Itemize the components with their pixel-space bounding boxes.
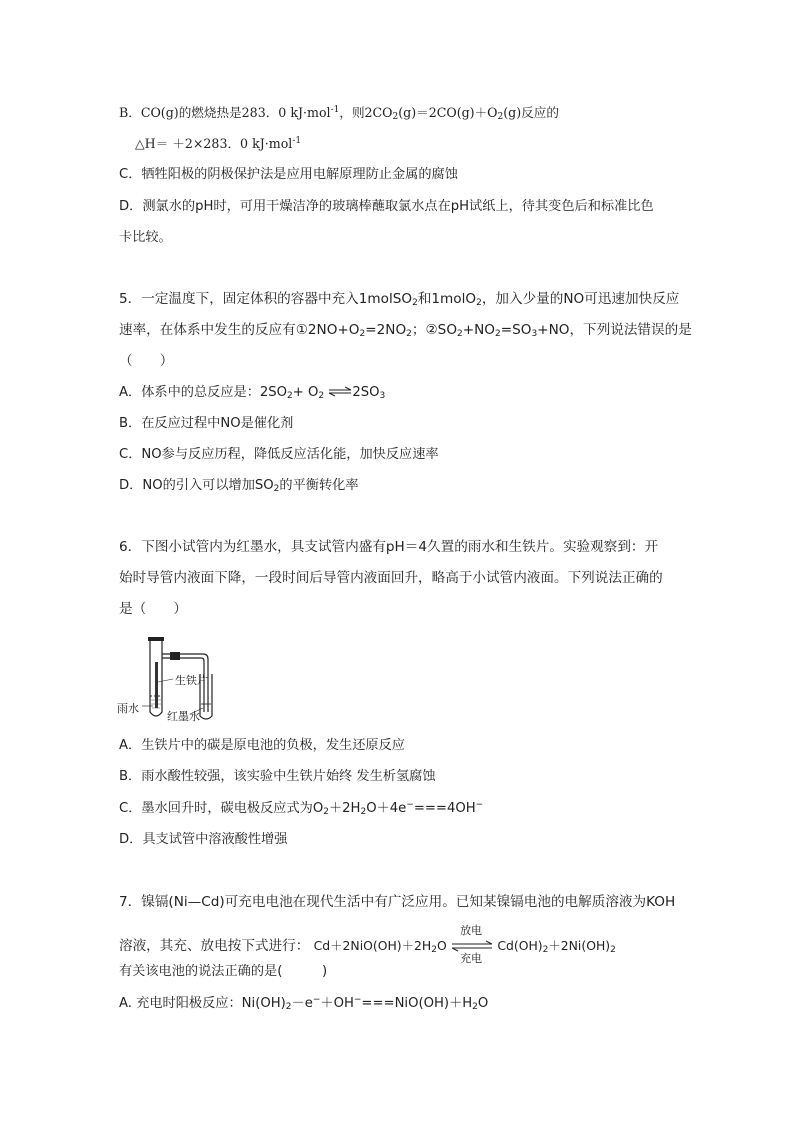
charge-label: 充电 — [460, 952, 483, 965]
q5-option-c: C．NO参与反应历程，降低反应活化能，加快反应速率 — [119, 447, 439, 462]
q6-option-c: C．墨水回升时，碳电极反应式为$O_2+2H_2O+4e^-===4OH^-$ — [119, 800, 484, 817]
rain-water-label: 雨水 — [117, 702, 139, 715]
option-d-ph-line2: 卡比较。 — [119, 230, 172, 245]
q7-stem-line2: 溶液，其充、放电按下式进行： $Cd+2NiO(OH)+2H_2O$ 放电 充电 $Cd(OH)_2+2Ni(OH)_2$ — [119, 937, 616, 955]
q5-option-d: D．NO的引入可以增加$SO_2$的平衡转化率 — [119, 478, 359, 494]
q7-stem-line1: 7．镍镉(Ni—Cd)可充电电池在现代生活中有广泛应用。已知某镍镉电池的电解质溶液为KOH — [119, 894, 676, 910]
q5-option-b: B．在反应过程中NO是催化剂 — [119, 416, 294, 431]
q6-stem-line1: 6．下图小试管内为红墨水，具支试管内盛有pH＝4久置的雨水和生铁片。实验观察到：开 — [119, 539, 659, 555]
red-ink-label: 红墨水 — [167, 710, 200, 723]
experiment-apparatus-figure — [115, 634, 225, 724]
q5-answer-bracket: （ ） — [119, 353, 174, 369]
discharge-label: 放电 — [460, 924, 483, 937]
option-d-ph-line1: D．测氯水的pH时，可用干燥洁净的玻璃棒蘸取氯水点在pH试纸上，待其变色后和标准比色 — [119, 199, 654, 214]
q7-option-a: A. 充电时阳极反应：$Ni(OH)_2-e^-+OH^-===NiO(OH)+H_2O$ — [119, 995, 489, 1012]
q6-option-b: B．雨水酸性较强，该实验中生铁片始终 发生析氢腐蚀 — [119, 769, 436, 784]
option-b-enthalpy-line: △H＝ ＋2×283．0 kJ·mol$^{-1}$ — [135, 136, 302, 151]
q5-stem-line2: 速率，在体系中发生的反应有$①2NO+O_2=2NO_2$；$②SO_2+NO_2=SO_3+NO$，下列说法错误的是 — [119, 322, 692, 339]
q5-stem-line1: 5．一定温度下，固定体积的容器中充入1molSO$_2$和1molO$_2$，加入少量的NO可迅速加快反应 — [119, 291, 680, 308]
q6-option-a: A．生铁片中的碳是原电池的负极，发生还原反应 — [119, 738, 405, 753]
reversible-arrow-icon — [328, 385, 352, 399]
option-c-sacrificial-anode: C．牺牲阳极的阴极保护法是应用电解原理防止金属的腐蚀 — [119, 167, 458, 182]
option-b-co-line: B．CO(g)的燃烧热是283．0 kJ·mol$^{-1}$，则$2CO_2(g)=2CO(g)+O_2(g)$反应的 — [119, 105, 559, 122]
charge-discharge-arrow-icon — [451, 924, 493, 965]
q6-stem-line2: 始时导管内液面下降，一段时间后导管内液面回升，略高于小试管内液面。下列说法正确的 — [119, 570, 663, 586]
iron-sheet-label: 生铁片 — [175, 674, 208, 687]
q7-stem-line3: 有关该电池的说法正确的是( ) — [119, 964, 328, 979]
q6-stem-line3: 是（ ） — [119, 601, 187, 617]
q6-option-d: D．具支试管中溶液酸性增强 — [119, 832, 288, 847]
q5-option-a: A．体系中的总反应是：$2SO_2+ O_2$ $2SO_3$ — [119, 385, 386, 401]
